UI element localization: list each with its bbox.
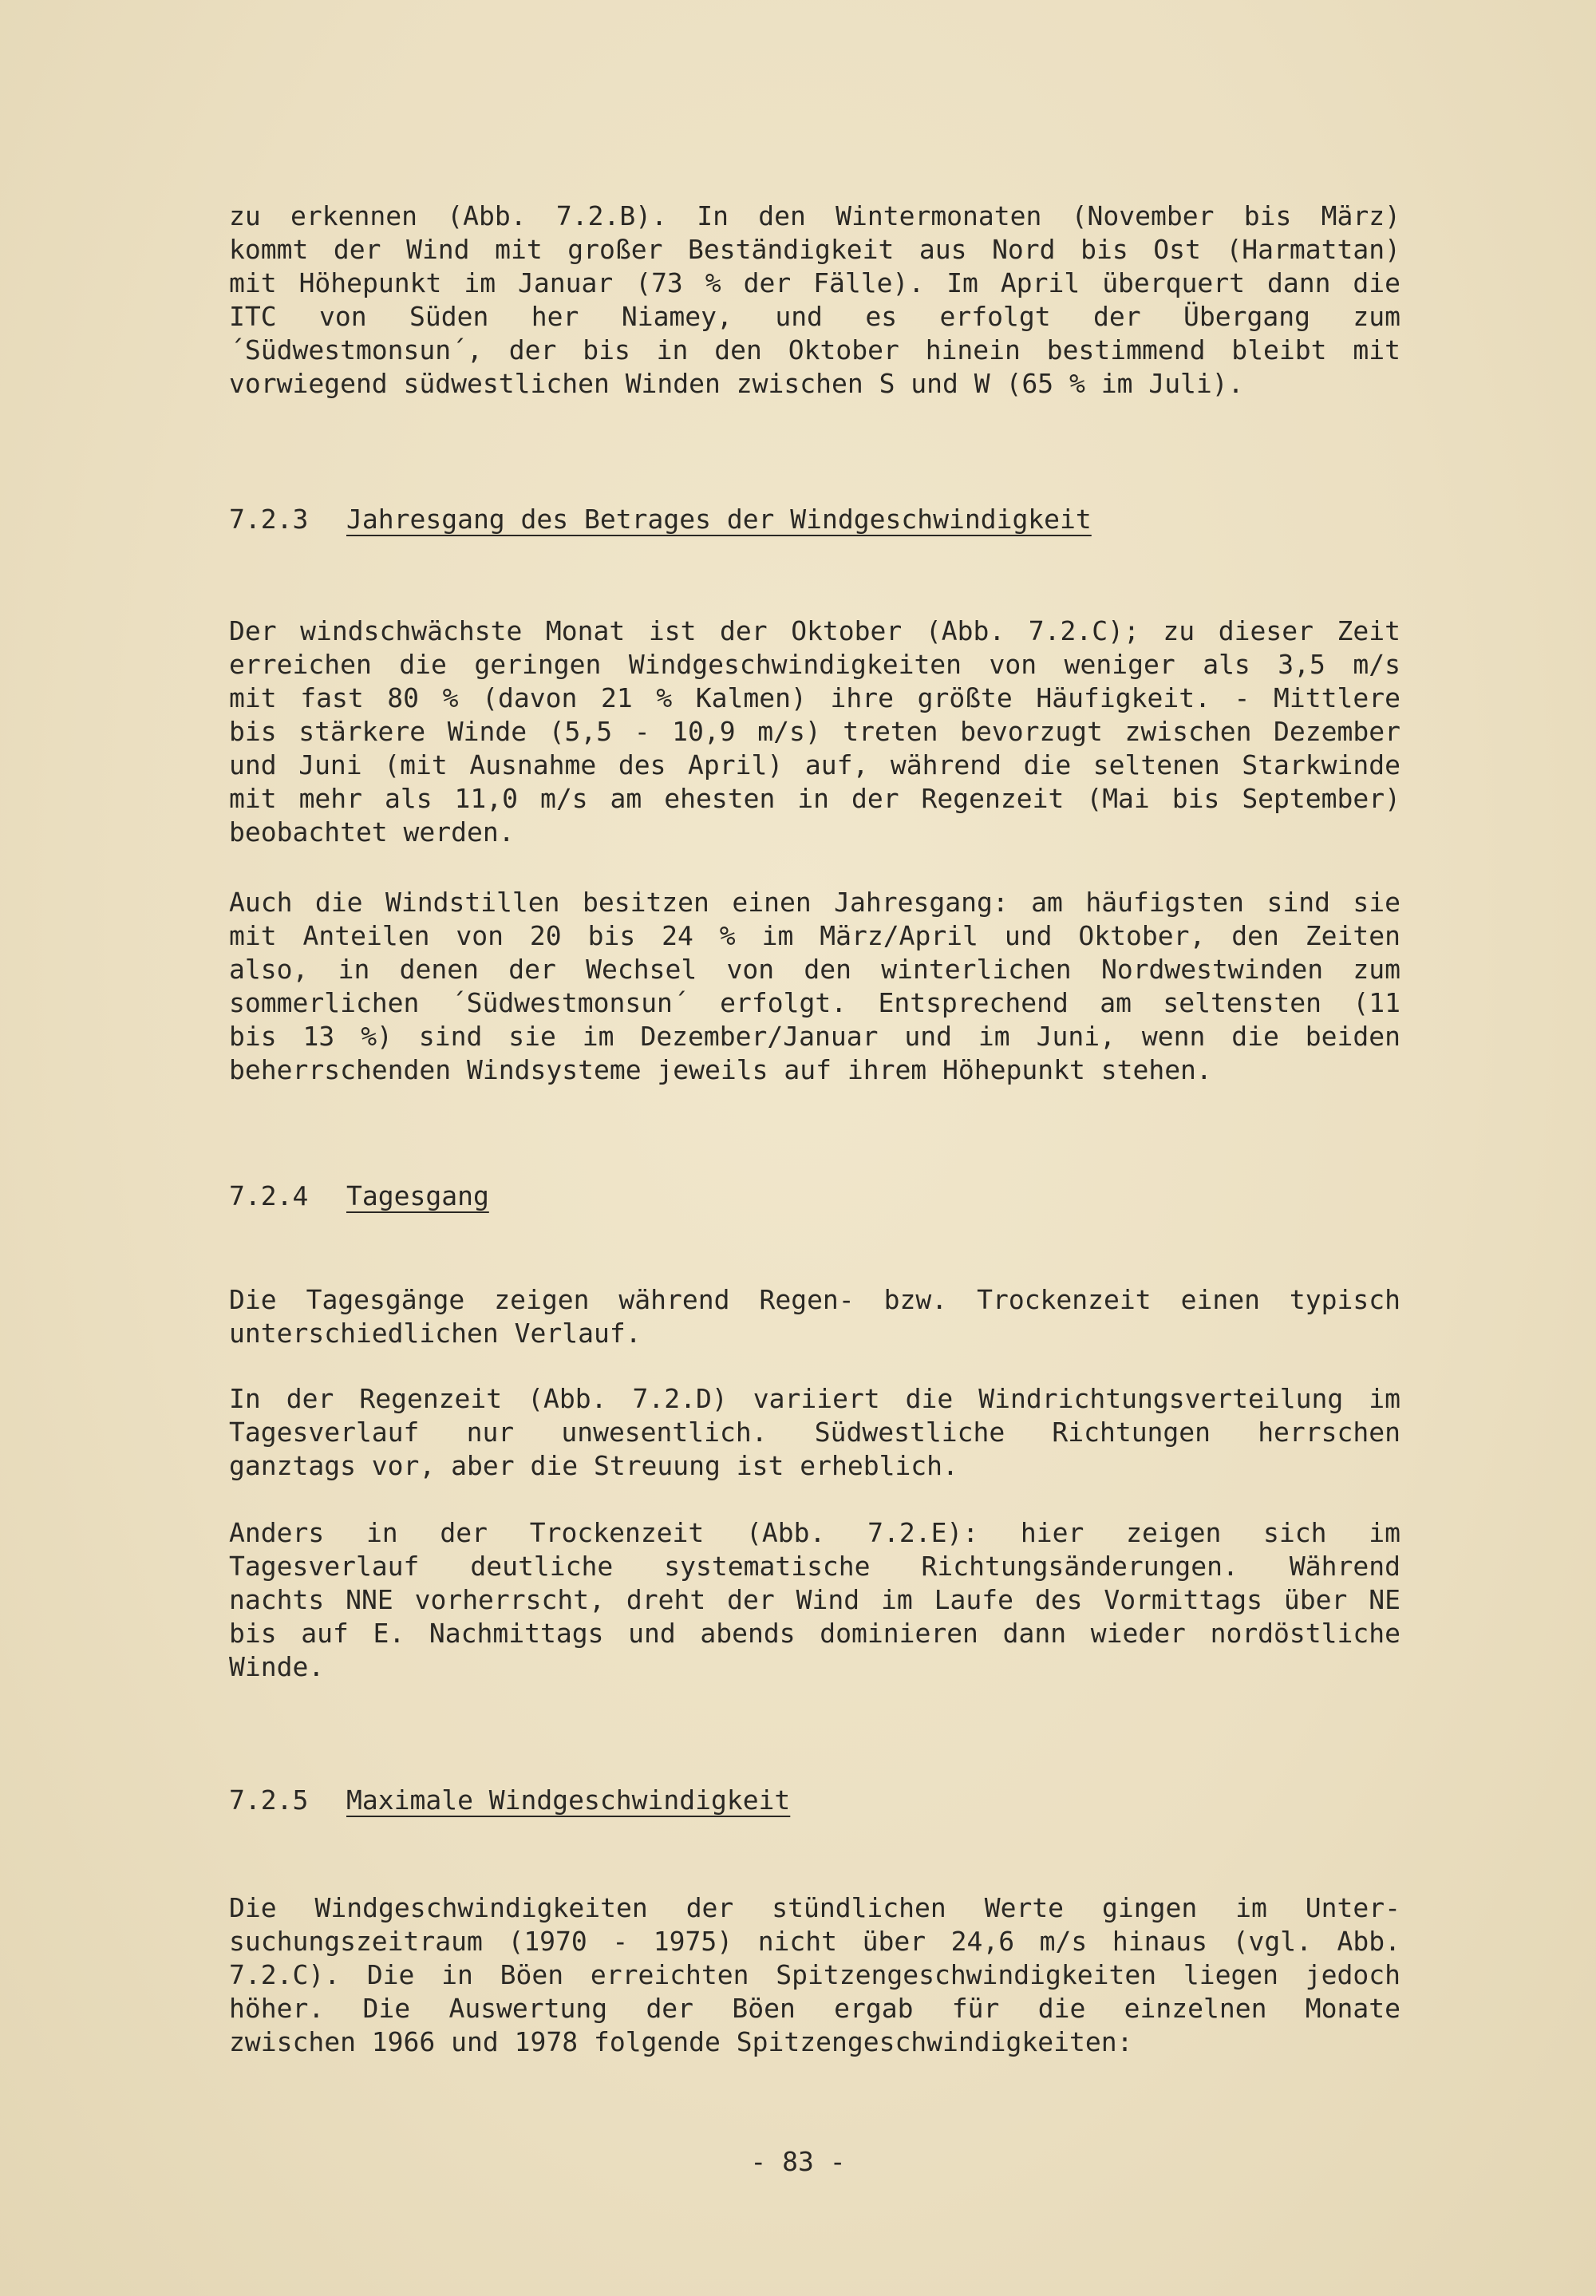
text-line: Tagesverlauf nur unwesentlich. Südwestliche Richtungen herrschen [229,1417,1400,1448]
text-line: also, in denen der Wechsel von den winterlichen Nordwestwinden zum [229,954,1400,985]
text-line: beherrschenden Windsysteme jeweils auf ihrem Höhepunkt stehen. [229,1054,1212,1085]
text-line: beobachtet werden. [229,816,515,848]
section-heading [229,1784,1400,1817]
text-line: Winde. [229,1651,325,1682]
section-number: 7.2.3 [229,504,309,535]
section-heading [229,1180,1400,1213]
paragraph [229,886,1400,1087]
text-line: Der windschwächste Monat ist der Oktober (Abb. 7.2.C); zu dieser Zeit [229,615,1400,646]
text-line: nachts NNE vorherrscht, dreht der Wind im Laufe des Vormittags über NE [229,1584,1400,1615]
section-number: 7.2.5 [229,1784,309,1816]
text-line: und Juni (mit Ausnahme des April) auf, während die seltenen Starkwinde [229,749,1400,780]
text-line: zu erkennen (Abb. 7.2.B). In den Wintermonaten (November bis März) [229,200,1400,231]
text-line: bis stärkere Winde (5,5 - 10,9 m/s) treten bevorzugt zwischen Dezember [229,716,1400,747]
text-line: suchungszeitraum (1970 - 1975) nicht über 24,6 m/s hinaus (vgl. Abb. [229,1926,1400,1957]
text-line: Anders in der Trockenzeit (Abb. 7.2.E): hier zeigen sich im [229,1517,1400,1548]
text-line: In der Regenzeit (Abb. 7.2.D) variiert die Windrichtungsverteilung im [229,1383,1400,1414]
paragraph [229,1382,1400,1483]
text-line: erreichen die geringen Windgeschwindigkeiten von weniger als 3,5 m/s [229,649,1400,680]
text-line: ganztags vor, aber die Streuung ist erheblich. [229,1450,958,1481]
text-line: unterschiedlichen Verlauf. [229,1318,642,1349]
text-line: Die Windgeschwindigkeiten der stündlichen Werte gingen im Unter- [229,1892,1400,1923]
section-number: 7.2.4 [229,1180,309,1211]
paragraph [229,1516,1400,1684]
text-line: bis 13 %) sind sie im Dezember/Januar und im Juni, wenn die beiden [229,1021,1400,1052]
text-line: ITC von Süden her Niamey, und es erfolgt der Übergang zum [229,301,1400,332]
text-line: bis auf E. Nachmittags und abends dominieren dann wieder nordöstliche [229,1618,1400,1649]
section-heading [229,503,1400,536]
text-line: mit fast 80 % (davon 21 % Kalmen) ihre größte Häufigkeit. - Mittlere [229,682,1400,713]
section-title: Jahresgang des Betrages der Windgeschwindigkeit [346,504,1092,535]
text-line: mit Höhepunkt im Januar (73 % der Fälle). Im April überquert dann die [229,267,1400,298]
text-line: höher. Die Auswertung der Böen ergab für die einzelnen Monate [229,1993,1400,2024]
paragraph [229,615,1400,849]
text-line: sommerlichen ´Südwestmonsun´ erfolgt. Entsprechend am seltensten (11 [229,987,1400,1018]
text-line: Auch die Windstillen besitzen einen Jahresgang: am häufigsten sind sie [229,887,1400,918]
text-line: zwischen 1966 und 1978 folgende Spitzengeschwindigkeiten: [229,2026,1133,2057]
text-line: mit mehr als 11,0 m/s am ehesten in der Regenzeit (Mai bis September) [229,783,1400,814]
paragraph [229,1283,1400,1350]
section-title: Maximale Windgeschwindigkeit [346,1784,791,1816]
text-line: mit Anteilen von 20 bis 24 % im März/April und Oktober, den Zeiten [229,920,1400,951]
text-line: Die Tagesgänge zeigen während Regen- bzw. Trockenzeit einen typisch [229,1284,1400,1315]
paragraph [229,200,1400,401]
text-line: 7.2.C). Die in Böen erreichten Spitzengeschwindigkeiten liegen jedoch [229,1959,1400,1990]
text-line: vorwiegend südwestlichen Winden zwischen S und W (65 % im Juli). [229,368,1244,399]
page-number: - 83 - [750,2146,846,2177]
paragraph [229,1891,1400,2059]
section-title: Tagesgang [346,1180,489,1211]
text-line: ´Südwestmonsun´, der bis in den Oktober hinein bestimmend bleibt mit [229,334,1400,366]
text-line: Tagesverlauf deutliche systematische Richtungsänderungen. Während [229,1551,1400,1582]
text-line: kommt der Wind mit großer Beständigkeit aus Nord bis Ost (Harmattan) [229,234,1400,265]
